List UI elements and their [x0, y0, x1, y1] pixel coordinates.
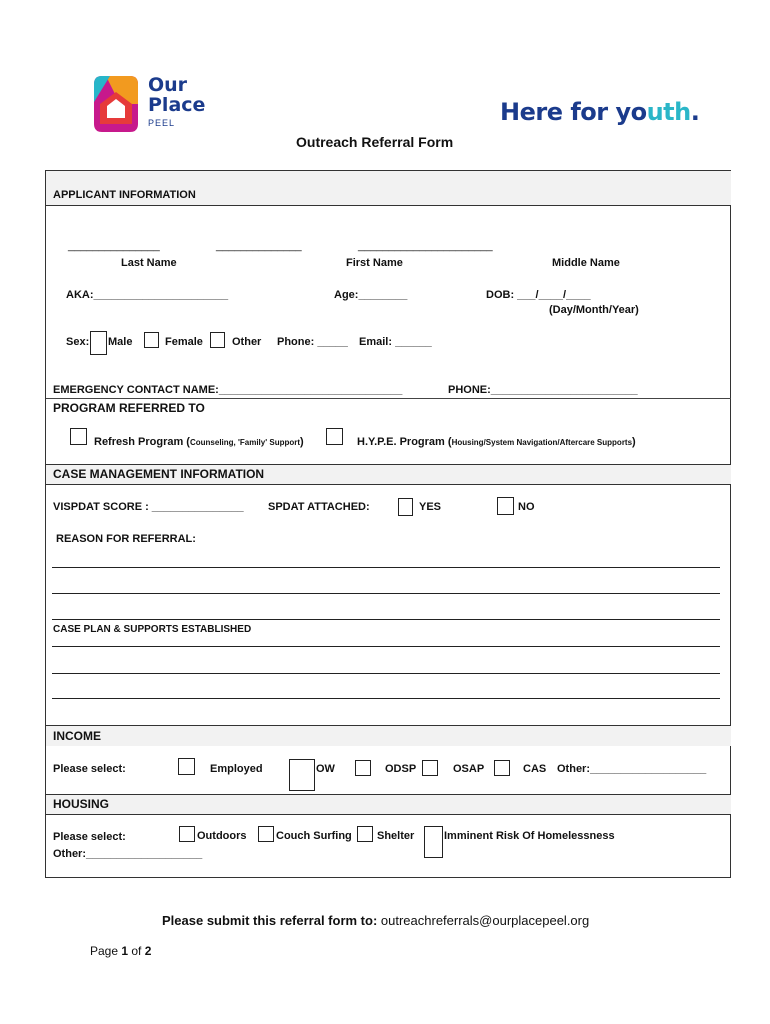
male-checkbox[interactable] — [90, 331, 107, 355]
emergency-contact-field[interactable]: EMERGENCY CONTACT NAME:______________________________ — [53, 384, 403, 396]
income-other-field[interactable]: Other:___________________ — [557, 763, 707, 775]
cas-label: CAS — [523, 763, 547, 775]
shelter-checkbox[interactable] — [357, 826, 373, 842]
aka-field[interactable]: AKA:______________________ — [66, 289, 229, 301]
page-total: 2 — [144, 944, 152, 958]
last-name-blank: _______________ — [68, 240, 160, 252]
refresh-close: ) — [300, 436, 304, 448]
shelter-label: Shelter — [377, 830, 415, 842]
spdat-no-checkbox[interactable] — [497, 497, 514, 515]
logo-text-place: Place — [148, 94, 206, 116]
other-label: Other — [232, 336, 262, 348]
submit-instruction — [162, 913, 589, 928]
case-plan-label: CASE PLAN & SUPPORTS ESTABLISHED — [53, 624, 252, 635]
imminent-risk-checkbox[interactable] — [424, 826, 443, 858]
dob-format: (Day/Month/Year) — [549, 304, 639, 316]
page-prefix: Page — [90, 944, 122, 958]
osap-checkbox[interactable] — [422, 760, 438, 776]
email-field[interactable]: Email: ______ — [359, 336, 432, 348]
tagline-main: Here for yo — [500, 98, 647, 126]
other-checkbox[interactable] — [210, 332, 225, 348]
middle-name-label: Middle Name — [552, 257, 620, 269]
reason-line-2[interactable] — [52, 593, 720, 594]
spdat-yes-label: YES — [419, 501, 442, 513]
income-header-bar — [46, 725, 731, 746]
hype-program-text: H.Y.P.E. Program ( — [357, 436, 452, 448]
housing-other-field[interactable]: Other:___________________ — [53, 848, 203, 860]
emergency-phone-field[interactable]: PHONE:________________________ — [448, 384, 638, 396]
cas-checkbox[interactable] — [494, 760, 510, 776]
dob-field[interactable]: DOB: ___/____/____ — [486, 289, 591, 301]
spdat-no-label: NO — [518, 501, 535, 513]
hype-program-checkbox[interactable] — [326, 428, 343, 445]
vispdat-field[interactable]: VISPDAT SCORE : _______________ — [53, 501, 244, 513]
tagline-accent: uth — [646, 98, 691, 126]
case-plan-line-2[interactable] — [52, 673, 720, 674]
phone-field[interactable]: Phone: _____ — [277, 336, 348, 348]
ow-checkbox[interactable] — [289, 759, 315, 791]
age-field[interactable]: Age:________ — [334, 289, 408, 301]
program-header: PROGRAM REFERRED TO — [53, 401, 205, 415]
refresh-program-label — [94, 432, 304, 450]
reason-line-1[interactable] — [52, 567, 720, 568]
housing-select-label: Please select: — [53, 831, 126, 843]
hype-close: ) — [632, 436, 636, 448]
ow-label: OW — [316, 763, 335, 775]
program-divider — [46, 398, 731, 399]
female-checkbox[interactable] — [144, 332, 159, 348]
employed-label: Employed — [210, 763, 263, 775]
reason-label: REASON FOR REFERRAL: — [56, 533, 196, 545]
page-current: 1 — [121, 944, 129, 958]
male-label: Male — [108, 336, 133, 348]
housing-header: HOUSING — [53, 797, 110, 811]
spdat-yes-checkbox[interactable] — [398, 498, 413, 516]
outdoors-checkbox[interactable] — [179, 826, 195, 842]
refresh-program-text: Refresh Program ( — [94, 436, 190, 448]
osap-label: OSAP — [453, 763, 485, 775]
couch-surfing-label: Couch Surfing — [276, 830, 352, 842]
first-name-label: First Name — [346, 257, 403, 269]
middle-name-blank: ______________________ — [358, 240, 493, 252]
logo-text-peel: PEEL — [148, 118, 176, 128]
hype-program-sub: Housing/System Navigation/Aftercare Supports — [451, 438, 633, 447]
outdoors-label: Outdoors — [197, 830, 247, 842]
first-name-blank: ______________ — [216, 240, 302, 252]
refresh-program-sub: Counseling, 'Family' Support — [189, 438, 301, 447]
refresh-program-checkbox[interactable] — [70, 428, 87, 445]
spdat-label: SPDAT ATTACHED: — [268, 501, 370, 513]
page-mid: of — [128, 944, 145, 958]
submit-email-link[interactable]: outreachreferrals@ourplacepeel.org — [380, 913, 590, 928]
our-place-house-icon — [90, 74, 142, 134]
employed-checkbox[interactable] — [178, 758, 195, 775]
female-label: Female — [165, 336, 203, 348]
couch-surfing-checkbox[interactable] — [258, 826, 274, 842]
case-header: CASE MANAGEMENT INFORMATION — [53, 467, 265, 481]
tagline-dot: . — [690, 98, 700, 126]
case-plan-line-3[interactable] — [52, 698, 720, 699]
income-header: INCOME — [53, 729, 101, 743]
page-indicator — [90, 944, 151, 958]
submit-label: Please submit this referral form to: — [162, 913, 381, 928]
imminent-risk-label: Imminent Risk Of Homelessness — [444, 830, 615, 842]
odsp-label: ODSP — [385, 763, 417, 775]
housing-header-bar — [46, 794, 731, 815]
odsp-checkbox[interactable] — [355, 760, 371, 776]
logo — [90, 74, 220, 134]
applicant-header: APPLICANT INFORMATION — [53, 189, 196, 201]
page-title: Outreach Referral Form — [296, 134, 454, 150]
reason-line-3[interactable] — [52, 619, 720, 620]
sex-label: Sex: — [66, 336, 90, 348]
income-select-label: Please select: — [53, 763, 126, 775]
last-name-label: Last Name — [121, 257, 177, 269]
tagline — [500, 98, 699, 126]
logo-text-our: Our — [148, 74, 188, 96]
case-plan-line-1[interactable] — [52, 646, 720, 647]
hype-program-label — [357, 432, 636, 450]
